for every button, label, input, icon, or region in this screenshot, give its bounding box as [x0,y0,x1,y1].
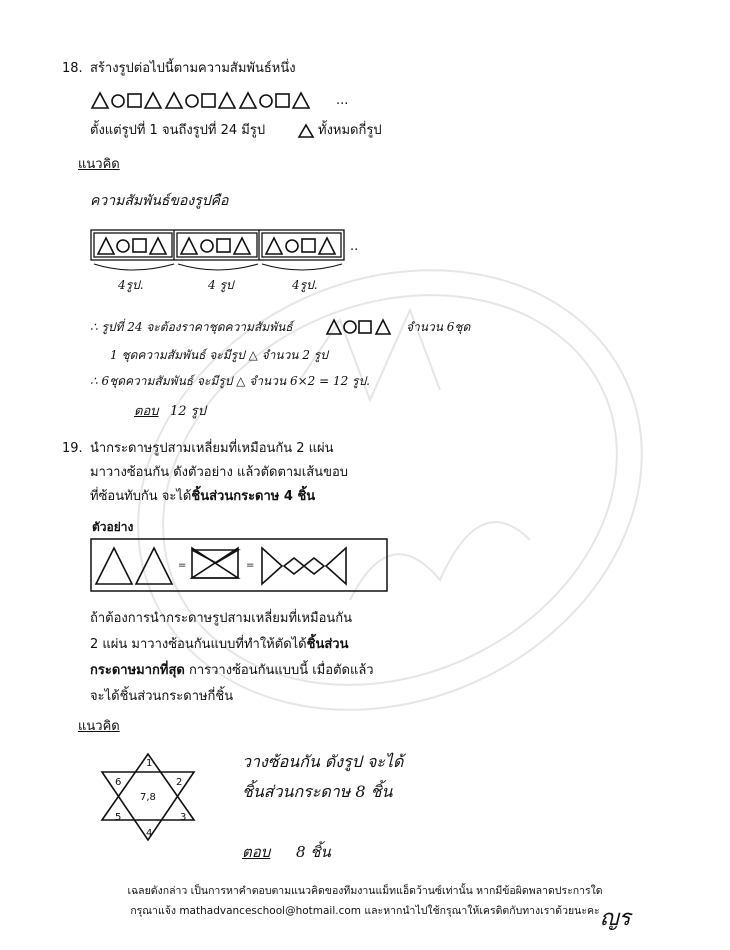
q18-approach-label: แนวคิด [78,157,120,172]
q19-line-2: มาวางซ้อนกัน ดังตัวอย่าง แล้วตัดตามเส้นขอบ [90,465,349,480]
star-label-3: 3 [180,812,187,823]
q19-line-3 [90,488,315,506]
q19-example-label: ตัวอย่าง [92,520,134,534]
q19-example-figure [90,538,390,594]
q18-group-label-1: 4รูป. [118,278,144,292]
q18-number: 18. [62,61,83,76]
q18-answer-value: 12 รูป [170,404,206,419]
q18-question-tail: ทั้งหมดกี่รูป [318,123,382,138]
star-label-7-8: 7,8 [140,792,156,803]
q18-solution-line-1b: จำนวน 6ชุด [406,320,471,334]
q19-para-2 [90,636,348,654]
q19-number: 19. [62,441,83,456]
star-label-1: 1 [146,758,153,769]
q19-answer-label: ตอบ [242,843,271,861]
svg-text:=: = [246,560,255,571]
star-label-2: 2 [176,777,183,788]
q18-shape-sequence [90,90,350,112]
q18-solution-group-shapes [326,318,398,336]
signature: ญร [600,906,631,931]
q19-line-3b: ชิ้นส่วนกระดาษ 4 ชิ้น [191,489,316,504]
q18-solution-line-2: 1 ชุดความสัมพันธ์ จะมีรูป △ จำนวน 2 รูป [110,348,328,362]
triangle-icon [298,124,314,138]
q19-answer-value: 8 ชิ้น [296,843,331,861]
q18-answer-label: ตอบ [134,404,159,419]
q19-line-1: นำกระดาษรูปสามเหลี่ยมที่เหมือนกัน 2 แผ่น [90,441,334,456]
q19-para-2a: 2 แผ่น มาวางซ้อนกันแบบที่ทำให้ตัดได้ [90,637,307,652]
star-label-5: 5 [115,812,122,823]
q19-para-4: จะได้ชิ้นส่วนกระดาษกี่ชิ้น [90,689,234,704]
q19-para-2b: ชิ้นส่วน [306,637,349,652]
q19-para-3 [90,662,374,680]
star-label-6: 6 [115,777,122,788]
q18-question: ตั้งแต่รูปที่ 1 จนถึงรูปที่ 24 มีรูป [90,123,266,138]
q19-approach-label: แนวคิด [78,719,120,734]
q19-star-figure [98,750,228,850]
q18-title: สร้างรูปต่อไปนี้ตามความสัมพันธ์หนึ่ง [90,61,296,76]
footer-line-2: กรุณาแจ้ง mathadvanceschool@hotmail.com และหากนำไปใช้กรุณาให้เครดิตกับทางเราด้วยนะคะ [130,905,600,917]
q19-para-3a: กระดาษมากที่สุด [90,663,185,678]
svg-text:=: = [178,560,187,571]
q19-para-3b: การวางซ้อนกันแบบนี้ เมื่อตัดแล้ว [184,663,374,678]
q19-line-3a: ที่ซ้อนทับกัน จะได้ [90,489,192,504]
star-label-4: 4 [146,828,153,839]
q19-hand-line-2: ชิ้นส่วนกระดาษ 8 ชิ้น [242,782,393,801]
q18-group-dots: .. [350,239,359,254]
q19-para-1: ถ้าต้องการนำกระดาษรูปสามเหลี่ยมที่เหมือนกัน [90,611,353,626]
q18-relation-text: ความสัมพันธ์ของรูปคือ [90,193,229,209]
q18-sequence-ellipsis: ... [336,93,349,108]
footer-line-1: เฉลยดังกล่าว เป็นการหาคำตอบตามแนวคิดของทีมงานแม็ทแอ็ดว้านซ์เท่านั้น หากมีข้อผิดพลาดประการใด [127,885,603,897]
q19-hand-line-1: วางซ้อนกัน ดังรูป จะได้ [242,752,404,771]
q18-solution-line-3: ∴ 6ชุดความสัมพันธ์ จะมีรูป △ จำนวน 6×2 = 12 รูป. [90,374,370,388]
q18-solution-line-1a: ∴ รูปที่ 24 จะต้องราคาชุดความสัมพันธ์ [90,320,293,334]
q18-group-label-3: 4รูป. [292,278,318,292]
q18-group-label-2: 4 รูป [208,278,234,292]
